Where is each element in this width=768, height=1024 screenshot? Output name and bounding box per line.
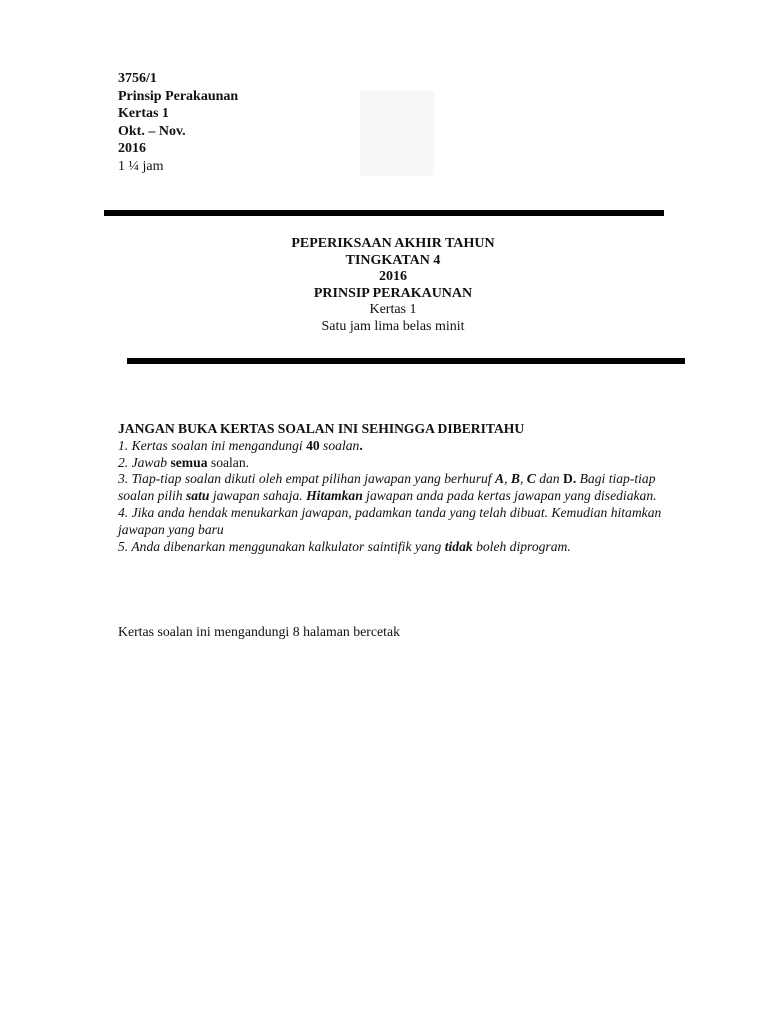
instruction-5-text: 5. Anda dibenarkan menggunakan kalkulator saintifik yang (118, 538, 445, 554)
instruction-3-sep1: , (504, 471, 511, 487)
title-duration: Satu jam lima belas minit (321, 318, 465, 334)
instruction-1-text: 1. Kertas soalan ini mengandungi (118, 437, 307, 453)
form-level: TINGKATAN 4 (345, 252, 441, 268)
exam-header (118, 70, 238, 175)
paper-number: Kertas 1 (118, 106, 169, 121)
exam-month: Okt. – Nov. (118, 123, 186, 139)
exam-year: 2016 (118, 141, 146, 156)
instruction-3-sep2: , (519, 471, 527, 487)
faint-logo-image (360, 90, 434, 176)
option-a: A (494, 471, 505, 487)
exam-duration: 1 ¼ jam (118, 158, 164, 174)
option-c: C (526, 471, 536, 487)
bottom-divider (127, 358, 685, 364)
option-b: B (510, 471, 520, 487)
instruction-1-period: . (359, 437, 363, 453)
title-year: 2016 (379, 269, 407, 284)
title-subject: PRINSIP PERAKAUNAN (313, 285, 473, 301)
instruction-3 (118, 471, 688, 505)
instruction-2-text: 2. Jawab (118, 454, 171, 470)
question-count: 40 (306, 437, 320, 453)
paper-code: 3756/1 (118, 71, 157, 86)
exam-name: PEPERIKSAAN AKHIR TAHUN (291, 236, 495, 251)
instruction-3-suffix: jawapan anda pada kertas jawapan yang disediakan. (362, 488, 657, 504)
instruction-2 (118, 455, 688, 472)
instruction-3-mid: Bagi tiap-tiap soalan pilih (118, 471, 656, 504)
instruction-3-text: 3. Tiap-tiap soalan dikuti oleh empat pilihan jawapan yang berhuruf (118, 471, 495, 487)
instruction-5 (118, 539, 688, 556)
instruction-3-mid2: jawapan sahaja. (209, 488, 307, 504)
hitamkan-emphasis: Hitamkan (306, 488, 363, 504)
exam-title-block (200, 236, 586, 335)
instruction-2-suffix: soalan. (207, 454, 250, 470)
page-count-note: Kertas soalan ini mengandungi 8 halaman bercetak (118, 624, 400, 639)
satu-emphasis: satu (185, 488, 210, 504)
instruction-1 (118, 438, 688, 455)
title-paper: Kertas 1 (369, 302, 417, 317)
instruction-4: 4. Jika anda hendak menukarkan jawapan, padamkan tanda yang telah dibuat. Kemudian hitamkan jawapan yang baru (118, 504, 662, 537)
instruction-2-emphasis: semua (170, 454, 208, 470)
instruction-1-suffix: soalan (319, 437, 360, 453)
option-d: D. (563, 471, 577, 487)
instructions-block (118, 421, 688, 555)
tidak-emphasis: tidak (444, 538, 473, 554)
instruction-5-suffix: boleh diprogram. (472, 538, 571, 554)
subject-name: Prinsip Perakaunan (118, 88, 239, 104)
top-divider (104, 210, 664, 216)
instruction-3-and: dan (535, 471, 563, 487)
instructions-heading: JANGAN BUKA KERTAS SOALAN INI SEHINGGA DIBERITAHU (118, 421, 525, 436)
